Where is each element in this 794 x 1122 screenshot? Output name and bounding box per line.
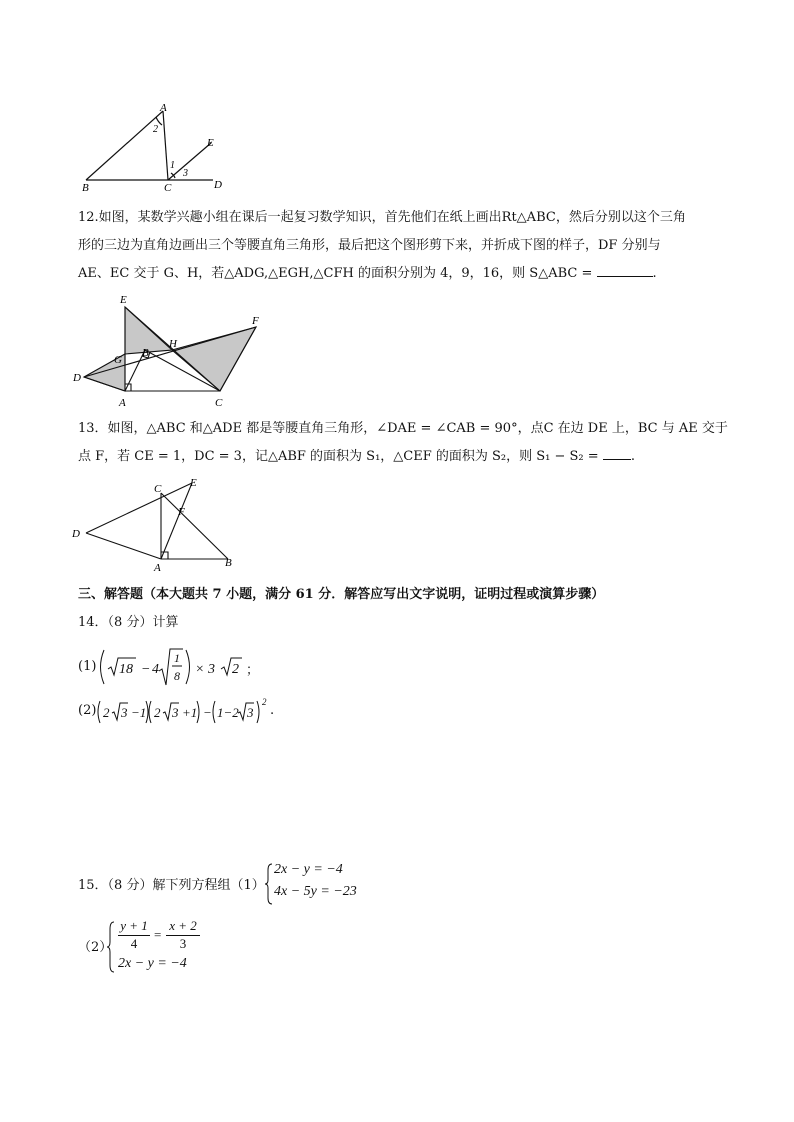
svg-text:3: 3 (208, 662, 215, 677)
fig13-label-d: D (72, 528, 80, 540)
q13-text-2-end: . (630, 449, 635, 464)
q12-line-1 (78, 208, 686, 228)
figure-q11 (70, 100, 240, 195)
q13-answer-blank[interactable] (603, 459, 631, 460)
svg-text:−1: −1 (131, 705, 147, 720)
q12-text-1: 12.如图，某数学兴趣小组在课后一起复习数学知识，首先他们在纸上画出Rt△ABC，然后分别以这个三角 (78, 210, 686, 225)
fig11-label-1: 1 (170, 160, 175, 171)
svg-text:3: 3 (172, 705, 179, 720)
q14-part-1 (78, 647, 318, 687)
q14-part-2 (78, 695, 338, 729)
svg-text:2: 2 (103, 705, 110, 720)
q15-header: 15．（8 分）解下列方程组（1） (78, 878, 265, 893)
fig12-label-f: F (252, 315, 259, 327)
fig12-label-g: G (114, 354, 122, 366)
svg-text:18: 18 (119, 662, 133, 677)
svg-text:×: × (195, 662, 205, 677)
section-3-title-text: 三、解答题（本大题共 7 小题，满分 61 分．解答应写出文字说明，证明过程或演算步骤） (78, 587, 605, 602)
svg-text:2: 2 (154, 705, 161, 720)
fig12-label-b: B (142, 347, 149, 359)
svg-text:3: 3 (247, 705, 254, 720)
svg-text:8: 8 (174, 669, 180, 683)
fig13-label-a: A (154, 562, 161, 574)
q15-frac-left-den: 4 (130, 936, 138, 951)
fig11-label-e: E (207, 137, 214, 149)
q12-text-3-end: . (652, 266, 657, 281)
svg-text:4: 4 (152, 662, 159, 677)
fig11-label-3: 3 (183, 168, 188, 179)
q15-system-1-brace (264, 862, 274, 906)
q14-part-2-label: (2) (78, 703, 97, 718)
q15-system-2-brace (106, 920, 116, 974)
fig13-label-c: C (154, 483, 162, 495)
fig11-label-b: B (82, 182, 89, 194)
q14-header-text: 14．（8 分）计算 (78, 615, 179, 630)
fig11-label-d: D (214, 179, 222, 191)
fig11-label-c: C (164, 182, 172, 194)
q15-part-2 (78, 918, 318, 976)
q15-part-2-label: （2） (78, 940, 113, 955)
section-3-title (78, 585, 604, 605)
figure-q13 (68, 475, 248, 575)
svg-text:+1: +1 (182, 705, 198, 720)
svg-text:2: 2 (262, 697, 267, 707)
q15-system-2-eq1 (118, 918, 248, 954)
q13-line-1 (78, 419, 728, 439)
svg-text:1−2: 1−2 (217, 705, 239, 720)
svg-text:1: 1 (174, 651, 180, 665)
q14-part-1-label: (1) (78, 659, 97, 674)
q13-line-2 (78, 447, 635, 467)
fig12-label-a: A (119, 397, 126, 409)
q15-part-1 (78, 860, 378, 908)
q14-header (78, 613, 178, 633)
q12-answer-blank[interactable] (597, 276, 653, 277)
q15-frac-left-num: y + 1 (120, 918, 148, 933)
fig13-label-f: F (178, 506, 185, 518)
svg-text:3: 3 (121, 705, 128, 720)
q14-part-2-tail: . (270, 703, 275, 718)
q13-text-2: 点 F，若 CE = 1，DC = 3，记△ABF 的面积为 S₁，△CEF 的面积为 S₂，则 S₁ − S₂ = (78, 449, 599, 464)
q13-text-1: 13．如图，△ABC 和△ADE 都是等腰直角三角形，∠DAE = ∠CAB = 90°，点C 在边 DE 上，BC 与 AE 交于 (78, 421, 728, 436)
q12-line-2 (78, 236, 661, 256)
svg-text:−: − (203, 705, 212, 720)
fig12-label-c: C (215, 397, 223, 409)
q12-text-2: 形的三边为直角边画出三个等腰直角三角形，最后把这个图形剪下来，并折成下图的样子，DF 分别与 (78, 238, 661, 253)
fig12-label-h: H (169, 338, 177, 350)
q14-part-1-expression (96, 647, 296, 687)
q12-line-3 (78, 264, 657, 284)
fig13-label-b: B (225, 557, 232, 569)
q15-system-1-eq1: 2x − y = −4 (274, 862, 343, 877)
q14-part-1-tail: ； (246, 663, 260, 678)
fig11-label-2: 2 (153, 124, 158, 135)
q15-frac-right-den: 3 (179, 936, 187, 951)
q15-system-2-eq2: 2x − y = −4 (118, 956, 187, 971)
svg-text:−: − (141, 662, 151, 677)
fig13-label-e: E (190, 477, 197, 489)
q15-frac-equals: = (154, 927, 162, 942)
q12-text-3: AE、EC 交于 G、H，若△ADG,△EGH,△CFH 的面积分别为 4，9，16，则 S△ABC = (78, 266, 593, 281)
figure-q12 (68, 290, 268, 410)
q15-system-1-eq2: 4x − 5y = −23 (274, 884, 357, 899)
q14-part-2-expression (96, 695, 276, 729)
fig12-label-e: E (120, 294, 127, 306)
svg-text:2: 2 (232, 662, 239, 677)
q15-frac-right-num: x + 2 (169, 918, 197, 933)
fig12-label-d: D (73, 372, 81, 384)
fig11-label-a: A (160, 102, 167, 114)
